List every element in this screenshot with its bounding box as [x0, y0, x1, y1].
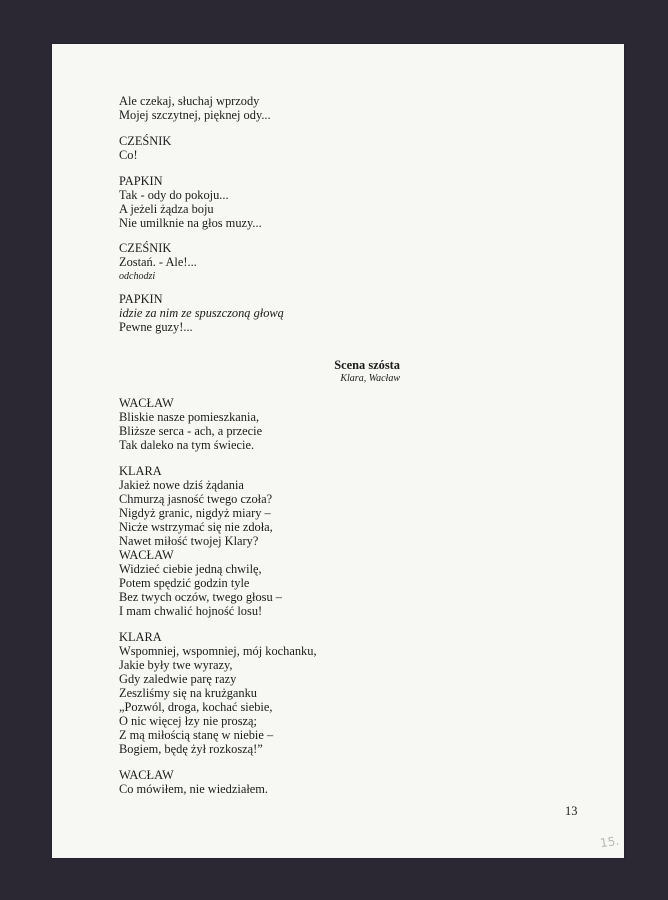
text-line: Zostań. - Ale!...	[119, 255, 197, 269]
text-line: Co!	[119, 148, 138, 162]
text-line: WACŁAW	[119, 396, 174, 410]
text-line: Ale czekaj, słuchaj wprzody	[119, 94, 260, 108]
text-line: Mojej szczytnej, pięknej ody...	[119, 108, 271, 122]
text-line: Bogiem, będę żył rozkoszą!”	[119, 742, 263, 756]
text-line: Gdy zaledwie parę razy	[119, 672, 237, 686]
text-line: Widzieć ciebie jedną chwilę,	[119, 562, 262, 576]
text-line: I mam chwalić hojność losu!	[119, 604, 263, 618]
text-line: Z mą miłością stanę w niebie –	[119, 728, 274, 742]
text-line: Bez twych oczów, twego głosu –	[119, 590, 282, 604]
text-line: odchodzi	[119, 271, 156, 282]
text-line: O nic więcej łzy nie proszą;	[119, 714, 257, 728]
text-line: PAPKIN	[119, 292, 163, 306]
pencil-page-mark: 15.	[599, 833, 620, 851]
text-line: WACŁAW	[119, 548, 174, 562]
text-line: CZEŚNIK	[119, 134, 172, 148]
text-line: Nigdyż granic, nigdyż miary –	[119, 506, 271, 520]
text-line: Tak - ody do pokoju...	[119, 188, 229, 202]
text-line: PAPKIN	[119, 174, 163, 188]
text-line: Nie umilknie na głos muzy...	[119, 216, 262, 230]
text-line: Zeszliśmy się na krużganku	[119, 686, 257, 700]
text-line: Tak daleko na tym świecie.	[119, 438, 255, 452]
page-number: 13	[565, 804, 578, 818]
scene-title: Scena szósta	[334, 358, 400, 372]
text-line: WACŁAW	[119, 768, 174, 782]
text-line: Jakie były twe wyrazy,	[119, 658, 233, 672]
text-line: Bliższe serca - ach, a przecie	[119, 424, 263, 438]
text-line: Co mówiłem, nie wiedziałem.	[119, 782, 268, 796]
text-line: Bliskie nasze pomieszkania,	[119, 410, 260, 424]
text-line: Potem spędzić godzin tyle	[119, 576, 250, 590]
text-line: idzie za nim ze spuszczoną głową	[119, 306, 284, 320]
text-line: Nawet miłość twojej Klary?	[119, 534, 259, 548]
text-line: Wspomniej, wspomniej, mój kochanku,	[119, 644, 317, 658]
text-line: Jakież nowe dziś żądania	[119, 478, 244, 492]
document-page	[52, 44, 624, 858]
scene-subtitle: Klara, Wacław	[340, 373, 400, 384]
text-line: CZEŚNIK	[119, 241, 172, 255]
text-line: Chmurzą jasność twego czoła?	[119, 492, 273, 506]
text-line: KLARA	[119, 464, 162, 478]
text-line: KLARA	[119, 630, 162, 644]
text-line: A jeżeli żądza boju	[119, 202, 214, 216]
text-line: Pewne guzy!...	[119, 320, 193, 334]
text-line: „Pozwól, droga, kochać siebie,	[119, 700, 273, 714]
text-line: Nicże wstrzymać się nie zdoła,	[119, 520, 273, 534]
